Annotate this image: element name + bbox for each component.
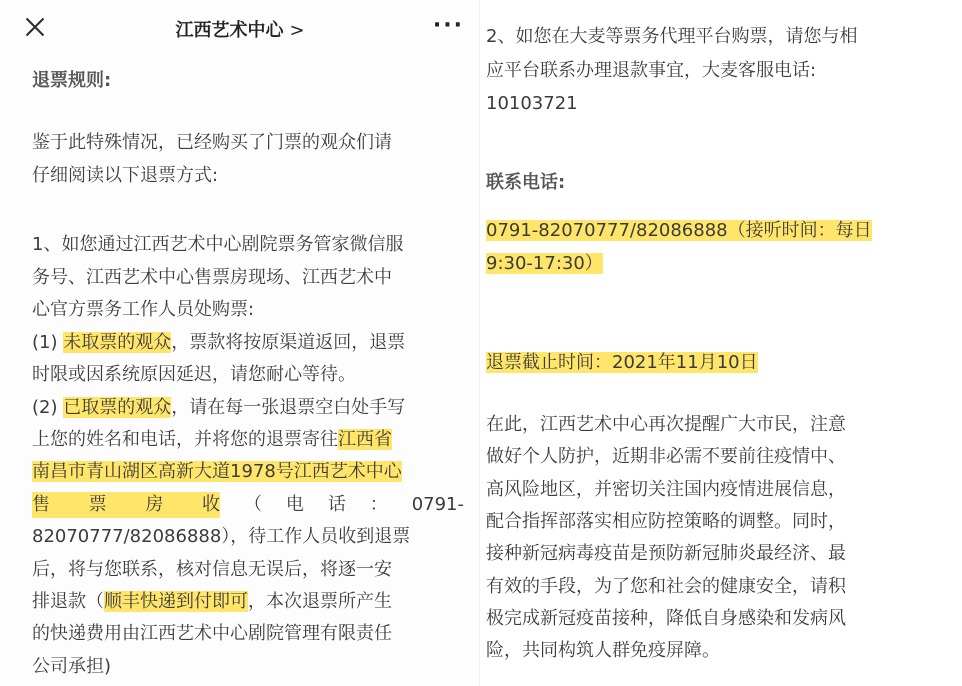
- contact-phone-line-2: [486, 251, 603, 277]
- top-navigation-bar: [0, 0, 480, 58]
- rule1a-line-2: 时限或因系统原因延迟，请您耐心等待。: [32, 364, 356, 385]
- rule1a-line-1: [32, 330, 405, 356]
- left-article-panel: [0, 0, 480, 686]
- rule1b-line-8: 的快递费用由江西艺术中心剧院管理有限责任: [32, 623, 392, 644]
- rule1a-prefix: (1): [32, 332, 64, 353]
- phone-label-part: ：: [369, 494, 388, 515]
- closing-line-2: 做好个人防护，近期非必需不要前往疫情中、: [486, 446, 846, 467]
- rule1b-line-4: [32, 492, 464, 518]
- rule1b-line7-post: ，本次退票所产生: [248, 591, 392, 612]
- rule1a-rest: ，票款将按原渠道返回，退票: [171, 332, 406, 353]
- contact-hours-highlight: 9:30-17:30）: [486, 253, 603, 274]
- closing-line-5: 接种新冠病毒疫苗是预防新冠肺炎最经济、最: [486, 543, 846, 564]
- rule1b-line-5: 82070777/82086888），待工作人员收到退票: [32, 526, 411, 547]
- refund-deadline: [486, 350, 758, 376]
- rule1-line-1: 1、如您通过江西艺术中心剧院票务管家微信服: [32, 234, 404, 255]
- deadline-highlight: 退票截止时间：2021年11月10日: [486, 352, 758, 373]
- shipping-highlight: 顺丰快递到付即可: [104, 591, 248, 612]
- not-collected-highlight: 未取票的观众: [63, 332, 172, 353]
- address-highlight-end: [32, 492, 220, 518]
- rule1b-line-2: [32, 427, 392, 453]
- rule1b-line2-text: 上您的姓名和电话，并将您的退票寄往: [32, 429, 338, 450]
- addr-char: 收: [201, 494, 220, 515]
- address-highlight-start: 江西省: [338, 429, 392, 450]
- intro-line-1: 鉴于此特殊情况，已经购买了门票的观众们请: [32, 132, 392, 153]
- closing-line-3: 高风险地区，并密切关注国内疫情进展信息，: [486, 479, 846, 500]
- more-dots-icon[interactable]: ···: [432, 13, 464, 38]
- rule1-line-3: 心官方票务工作人员处购票:: [32, 299, 255, 320]
- rule1-line-2: 务号、江西艺术中心售票房现场、江西艺术中: [32, 267, 392, 288]
- rule1b-line-1: [32, 395, 405, 421]
- closing-line-8: 险，共同构筑人群免疫屏障。: [486, 640, 720, 661]
- rule1b-line7-pre: 排退款（: [32, 591, 104, 612]
- rule1b-rest: ，请在每一张退票空白处手写: [171, 397, 406, 418]
- page-title-text: 江西艺术中心: [175, 20, 284, 41]
- phone-label-part: 电: [285, 494, 304, 515]
- page-title[interactable]: [0, 16, 480, 42]
- refund-rules-heading: 退票规则:: [32, 70, 112, 91]
- closing-line-7: 极完成新冠疫苗接种，降低自身感染和发病风: [486, 608, 846, 629]
- rule2-line-2: 应平台联系办理退款事宜，大麦客服电话:: [486, 60, 817, 81]
- rule2-line-1: 2、如您在大麦等票务代理平台购票，请您与相: [486, 26, 858, 47]
- closing-line-4: 配合指挥部落实相应防控策略的调整。同时，: [486, 511, 846, 532]
- rule1b-line-3: [32, 459, 402, 485]
- closing-line-1: 在此，江西艺术中心再次提醒广大市民，注意: [486, 414, 846, 435]
- rule1b-line-7: [32, 589, 392, 615]
- addr-char: 房: [145, 494, 164, 515]
- rule1b-line-6: 后，将与您联系，核对信息无误后，将逐一安: [32, 559, 392, 580]
- phone-label-part: 话: [327, 494, 346, 515]
- right-article-panel: [480, 0, 962, 686]
- rule2-line-3: 10103721: [486, 93, 578, 114]
- contact-phone-line-1: [486, 218, 872, 244]
- addr-char: 售: [32, 494, 50, 515]
- closing-line-6: 有效的手段，为了您和社会的健康安全，请积: [486, 576, 846, 597]
- chevron-right-icon: >: [289, 20, 305, 41]
- addr-char: 票: [88, 494, 107, 515]
- contact-label: 联系电话:: [486, 172, 566, 193]
- intro-line-2: 仔细阅读以下退票方式:: [32, 165, 219, 186]
- contact-phone-highlight: 0791-82070777/82086888（接听时间：每日: [486, 220, 872, 241]
- rule1b-prefix: (2): [32, 397, 64, 418]
- phone-label-part: （: [243, 494, 262, 515]
- address-highlight-middle: 南昌市青山湖区高新大道1978号江西艺术中心: [32, 461, 402, 482]
- collected-highlight: 已取票的观众: [63, 397, 172, 418]
- rule1b-line-9: 公司承担): [32, 656, 112, 677]
- phone-label-part: 0791-: [411, 494, 464, 515]
